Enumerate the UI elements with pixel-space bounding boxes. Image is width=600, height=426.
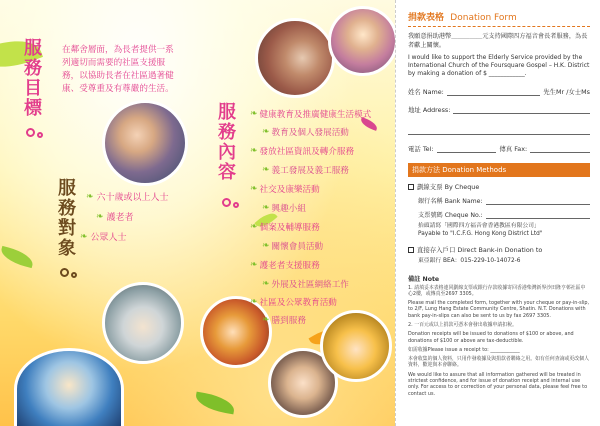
name-field[interactable]: 姓名 Name: 先生Mr /女士Ms (408, 88, 590, 96)
leaf-bullet-icon: ❧ (86, 191, 94, 202)
leaf-decoration (194, 392, 236, 415)
goals-dots (26, 128, 43, 138)
elderly-photo (14, 348, 124, 426)
form-title: 捐款表格 Donation Form (408, 13, 517, 23)
content-item: ❧ 個案及輔導服務 (250, 222, 320, 233)
target-item: ❧ 護老者 (96, 211, 134, 223)
address-input-line[interactable] (453, 107, 590, 114)
address-line-2[interactable] (408, 128, 590, 135)
intro-zh: 我願意捐助港幣＿＿＿＿＿元支持國際四方福音會長者服務，為長者獻上關懷。 (408, 33, 588, 49)
content-item: ❧ 義工發展及義工服務 (262, 165, 349, 176)
content-item: ❧ 健康教育及推廣健康生活模式 (250, 109, 372, 120)
bank-in-checkbox[interactable] (408, 247, 414, 253)
name-input-line[interactable] (447, 89, 540, 96)
fax-input-line[interactable] (530, 146, 590, 153)
divider (408, 26, 590, 27)
cheque-option[interactable]: 劃線支票 By Cheque (408, 182, 590, 191)
notes-title: 備註 Note (408, 275, 440, 283)
bank-name-input-line[interactable] (486, 199, 590, 205)
content-item: ❧ 膳到服務 (262, 315, 306, 326)
elderly-photo (102, 100, 188, 186)
content-item: ❧ 社區及公眾教育活動 (250, 297, 337, 308)
contact-field[interactable]: 電話 Tel: 傳真 Fax: (408, 144, 590, 153)
elderly-photo (255, 18, 335, 98)
bank-name-field[interactable]: 銀行名稱 Bank Name: (418, 196, 590, 205)
account-number: 東亞銀行 BEA：015-229-10-14072-6 (418, 258, 521, 264)
methods-heading: 捐款方法 Donation Methods (408, 163, 590, 177)
notes: 1. 請填妥本表格連同劃線支票或銀行存款收據寄回香港柴灣新界沙田隆亨邨社區中心2樓，或傳真至2697 3305。 Please mail the completed form, together with your cheque or pay-in-slip, to 2/F, Lung Hang Estate Community Centre, Shatin. N.T. Donations with bank pay-in-slips can also be sent to us by fax 2697 3305. 2. 一百元或以上捐款可憑本會發出收據申請扣稅。 Donation receipts will be issued to donations of $100 or above, and donations of $100 or above are tax-deductible. 如需收據Please issue a receipt to: ____________ 本會收集的個人資料，只用作發收據及與捐款者聯絡之用。如有任何查詢或更改個人資料，歡迎與本會聯絡。 We would like to assure that all information gathered will be treated in strictest confidence, and for issue of donation receipt and internal use only. For access to or correction of your personal data, please feel free to contact us. (408, 284, 590, 397)
content-item: ❧ 興趣小組 (262, 203, 306, 214)
cheque-no-field[interactable]: 支票號碼 Cheque No.: (418, 210, 590, 219)
content-heading: 服務內容 (215, 102, 236, 182)
tel-input-line[interactable] (437, 146, 497, 153)
donation-form (395, 0, 600, 426)
content-dots (222, 198, 239, 208)
cheque-no-input-line[interactable] (486, 213, 590, 219)
elderly-photo (102, 282, 184, 364)
content-item: ❧ 護老者支援服務 (250, 260, 320, 271)
goals-paragraph: 在鄰舍層面，為長者提供一系列適切而需要的社區支援服務，以協助長者在社區過著健康、受尊重及有尊嚴的生活。 (62, 45, 174, 94)
address-input-line[interactable] (408, 128, 590, 135)
goals-heading: 服務目標 (21, 38, 42, 118)
intro-en: I would like to support the Elderly Service provided by the International Church of the Foursquare Gospel – H.K. District by making a donation of $ ____________. (408, 54, 590, 77)
targets-heading: 服務對象 (55, 178, 76, 258)
cheque-checkbox[interactable] (408, 184, 414, 190)
payable-note: 抬頭請寫「國際四方福音會香港教區有限公司」 Payable to "I.C.F.G. Hong Kong District Ltd" (418, 223, 543, 237)
elderly-photo (320, 310, 392, 382)
elderly-photo (328, 6, 395, 76)
leaf-bullet-icon: ❧ (96, 211, 104, 222)
content-item: ❧ 外展及社區網絡工作 (262, 279, 349, 290)
address-field[interactable]: 地址 Address: (408, 105, 590, 114)
target-item: ❧ 六十歲或以上人士 (86, 191, 169, 203)
target-item: ❧ 公眾人士 (80, 231, 127, 243)
leaf-decoration (0, 246, 35, 268)
content-item: ❧ 關懷會員活動 (262, 241, 324, 252)
leaf-bullet-icon: ❧ (80, 231, 88, 242)
content-item: ❧ 社交及康樂活動 (250, 184, 320, 195)
content-item: ❧ 發放社區資訊及轉介服務 (250, 146, 355, 157)
bank-in-option[interactable]: 直接存入戶口 Direct Bank-in Donation to (408, 245, 590, 254)
targets-dots (60, 268, 77, 278)
content-item: ❧ 教育及個人發展活動 (262, 127, 349, 138)
